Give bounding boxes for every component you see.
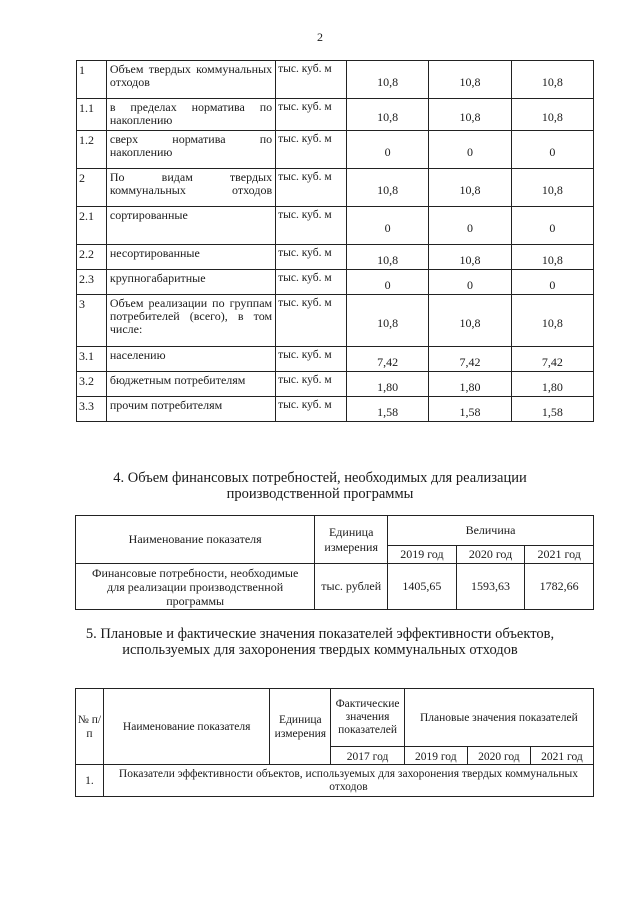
row-name: Объем реализации по группам потребителей (всего), в том числе: [106,295,275,347]
value-2020: 1,80 [429,372,511,397]
value-2019: 1,80 [346,372,428,397]
row-name: Объем твердых коммунальных отходов [106,61,275,99]
row-name: сортированные [106,207,275,245]
header-unit: Единица измерения [315,516,388,564]
row-unit: тыс. куб. м [276,372,347,397]
value-2021: 10,8 [511,169,593,207]
value-2020: 7,42 [429,347,511,372]
row-unit: тыс. куб. м [276,207,347,245]
row-name: прочим потребителям [106,397,275,422]
header-actual-values: Фактические значения показателей [331,689,404,747]
value-2021: 1,58 [511,397,593,422]
value-2020: 0 [429,207,511,245]
row-unit: тыс. куб. м [276,99,347,131]
value-2020: 10,8 [429,99,511,131]
row-number: 1.1 [77,99,107,131]
value-2019: 10,8 [346,245,428,270]
value-2021: 0 [511,270,593,295]
section-5-title-line1: 5. Плановые и фактические значения показателей эффективности объектов, [85,626,555,642]
row-number: 2.1 [77,207,107,245]
table-row [77,131,594,169]
value-2021: 1,80 [511,372,593,397]
row-number: 2.2 [77,245,107,270]
table-row [77,61,594,99]
row-text: Показатели эффективности объектов, используемых для захоронения твердых коммунальных отходов [103,765,593,797]
table-row [77,372,594,397]
financial-row-name: Финансовые потребности, необходимые для реализации производственной программы [76,564,315,610]
table-row [77,270,594,295]
header-indicator-name: Наименование показателя [103,689,269,765]
table-row [77,169,594,207]
section-5-title [0,626,640,658]
financial-value-2020: 1593,63 [456,564,525,610]
table-row [77,245,594,270]
header-planned-values: Плановые значения показателей [404,689,593,747]
row-unit: тыс. куб. м [276,397,347,422]
header-year-2020: 2020 год [456,546,525,564]
financial-value-2019: 1405,65 [388,564,457,610]
value-2021: 0 [511,207,593,245]
value-2021: 10,8 [511,295,593,347]
row-number: 1.2 [77,131,107,169]
value-2019: 10,8 [346,99,428,131]
header-year-2017: 2017 год [331,747,404,765]
row-name: сверх норматива по накоплению [106,131,275,169]
row-number: 1 [77,61,107,99]
value-2020: 0 [429,270,511,295]
financial-row-unit: тыс. рублей [315,564,388,610]
table-row [77,295,594,347]
value-2019: 7,42 [346,347,428,372]
value-2021: 10,8 [511,61,593,99]
header-year-2021: 2021 год [525,546,594,564]
waste-volume-table [76,60,594,422]
value-2019: 0 [346,131,428,169]
row-name: бюджетным потребителям [106,372,275,397]
value-2021: 0 [511,131,593,169]
row-number: 3.2 [77,372,107,397]
section-5-title-line2: используемых для захоронения твердых коммунальных отходов [122,642,518,658]
row-unit: тыс. куб. м [276,169,347,207]
section-4-title [0,470,640,502]
value-2019: 0 [346,270,428,295]
header-year-2019: 2019 год [388,546,457,564]
header-year-2019: 2019 год [404,747,467,765]
header-year-2020: 2020 год [467,747,530,765]
value-2019: 10,8 [346,169,428,207]
value-2020: 10,8 [429,61,511,99]
header-indicator-name: Наименование показателя [76,516,315,564]
row-name: в пределах норматива по накоплению [106,99,275,131]
value-2021: 10,8 [511,245,593,270]
financial-needs-table [75,515,594,610]
row-unit: тыс. куб. м [276,270,347,295]
value-2020: 10,8 [429,245,511,270]
header-value: Величина [388,516,594,546]
value-2020: 0 [429,131,511,169]
row-unit: тыс. куб. м [276,295,347,347]
header-year-2021: 2021 год [530,747,593,765]
row-name: несортированные [106,245,275,270]
row-number: 3.3 [77,397,107,422]
table-row [77,397,594,422]
value-2019: 1,58 [346,397,428,422]
row-number: 3 [77,295,107,347]
value-2019: 10,8 [346,61,428,99]
row-name: По видам твердых коммунальных отходов [106,169,275,207]
section-4-title-line1: 4. Объем финансовых потребностей, необходимых для реализации [113,470,527,486]
row-unit: тыс. куб. м [276,61,347,99]
header-row-number: № п/п [76,689,104,765]
value-2019: 10,8 [346,295,428,347]
efficiency-indicators-table [75,688,594,797]
financial-value-2021: 1782,66 [525,564,594,610]
row-number: 3.1 [77,347,107,372]
value-2020: 10,8 [429,295,511,347]
value-2020: 1,58 [429,397,511,422]
value-2019: 0 [346,207,428,245]
table-row [77,99,594,131]
value-2020: 10,8 [429,169,511,207]
table-row [77,207,594,245]
header-unit: Единица измерения [270,689,331,765]
value-2021: 10,8 [511,99,593,131]
row-unit: тыс. куб. м [276,245,347,270]
row-unit: тыс. куб. м [276,131,347,169]
table-row [77,347,594,372]
row-name: населению [106,347,275,372]
row-unit: тыс. куб. м [276,347,347,372]
row-number: 2 [77,169,107,207]
row-number: 2.3 [77,270,107,295]
page-number: 2 [317,30,323,44]
row-number: 1. [76,765,104,797]
section-4-title-line2: производственной программы [226,486,414,502]
value-2021: 7,42 [511,347,593,372]
row-name: крупногабаритные [106,270,275,295]
